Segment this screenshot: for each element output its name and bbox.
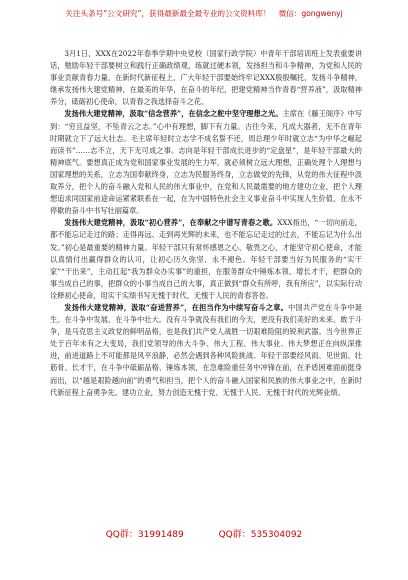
paragraph-section-3	[50, 302, 362, 399]
footer-qq-group-1: QQ群：31991489	[105, 530, 184, 540]
paragraph-text: 主席在《藤王阁序》中写到：“穷且益坚，不坠青云之志。”心中有理想，脚下有力量。古往今来，凡成大器者，无不在青年时期就立下了远大壮志。毛主席年轻时立志学不成名誓不还，周总理少年时就立志“为中华之崛起而读书”……志不立，天下无可成之事。志向是年轻干部成长进步的“定盘星”，是年轻干部最大的精神底气。要想真正成为党和国家事业发展的生力军，就必须树立远大理想，正确处理个人理想与国家理想的关系，立志为国奉献终身，立志为民服务终身，立志做党的先锋，从党的伟大征程中汲取养分，把个人的奋斗融入党和人民的伟大事业中，在党和人民最需要的地方建功立业，把个人理想追求同国家前途命运紧紧联系在一起，在为中国特色社会主义事业奋斗中实现人生价值，在永不停歇的奋斗中书写壮丽篇章。	[50, 109, 362, 216]
banner-slogan: 关注头条号“公文研究”，获得最新最全最专业的公文资料库！	[65, 9, 271, 18]
paragraph-intro	[50, 48, 362, 108]
footer-qq-group-2: QQ群：535304092	[218, 530, 303, 540]
article-body	[50, 48, 362, 510]
paragraph-section-1	[50, 108, 362, 217]
paragraph-text: 3月1日，XXX在2022年春季学期中央党校（国家行政学院）中青年干部培训班上发表重要讲话，勉励年轻干部要树立和践行正确政绩观，练就过硬本领，发扬担当和斗争精神，为党和人民的事业贡献青春力量，在新时代新征程上，广大年轻干部要始终牢记XXX殷殷嘱托，发扬斗争精神，继承发扬伟大建党精神，在最美的年华，在奋斗的年纪，把建党精神当作青春“营养液”，汲取精神养分，砥砺初心使命，以青春之我选择奋斗之花。	[50, 49, 362, 107]
section-heading: 发扬伟大建党精神，汲取“信念营养”，在信念之舵中坚守理想之光。	[64, 109, 283, 119]
paragraph-text: 中国共产党在斗争中诞生、在斗争中发展、在斗争中壮大。没有斗争就没有我们的今天，更没有我们美好的未来。敢于斗争，是马克思主义政党的鲜明品格，也是我们共产党人战胜一切艰难险阻的锐利武器。当今世界正处于百年未有之大变局，我们党领导的伟大斗争、伟大工程、伟大事业、伟大梦想正在向纵深推进，前进道路上不可能都是风平浪静，必然会遇到各种风险挑战。年轻干部要经风雨、见世面、壮筋骨、长才干，在斗争中砥砺品格、锤炼本领，在急难险重任务中冲锋在前，在矛盾困难面前挺身而出，以“越是艰险越向前”的勇气和担当，把个人的奋斗融入国家和民族的伟大事业之中，在新时代新征程上奋勇争先、建功立业，努力创造无愧于党、无愧于人民、无愧于时代的光辉业绩。	[50, 302, 362, 397]
top-banner	[10, 7, 398, 21]
footer-contact	[0, 527, 408, 543]
paragraph-text: XXX指出，“一切向前走，都不能忘记走过的路；走得再远、走到再光辉的未来，也不能忘记走过的过去，不能忘记为什么出发。”初心是最重要的精神力量。年轻干部只有常怀感恩之心、敬畏之心，才能坚守初心使命，才能以真情付出赢得群众的认可，让初心历久弥坚、永不褪色。年轻干部要当好为民服务的“实干家”“干出来”，主动扛起“我为群众办实事”的重担，在服务群众中锤炼本领、增长才干，把群众的事当成自己的事，把群众的小事当成自己的大事，真正做到“群众有所呼，我有所应”，以实际行动诠释初心使命，用实干实绩书写无愧于时代、无愧于人民的青春答卷。	[50, 218, 362, 300]
banner-wechat: 微信：gongwenyj	[278, 9, 343, 18]
paragraph-section-2	[50, 217, 362, 302]
section-heading: 发扬伟大建党精神，汲取“奋进营养”，在担当作为中续写奋斗之章。	[64, 302, 289, 312]
section-heading: 发扬伟大建党精神，汲取“初心营养”，在奉献之中谱写青春之歌。	[64, 218, 278, 228]
